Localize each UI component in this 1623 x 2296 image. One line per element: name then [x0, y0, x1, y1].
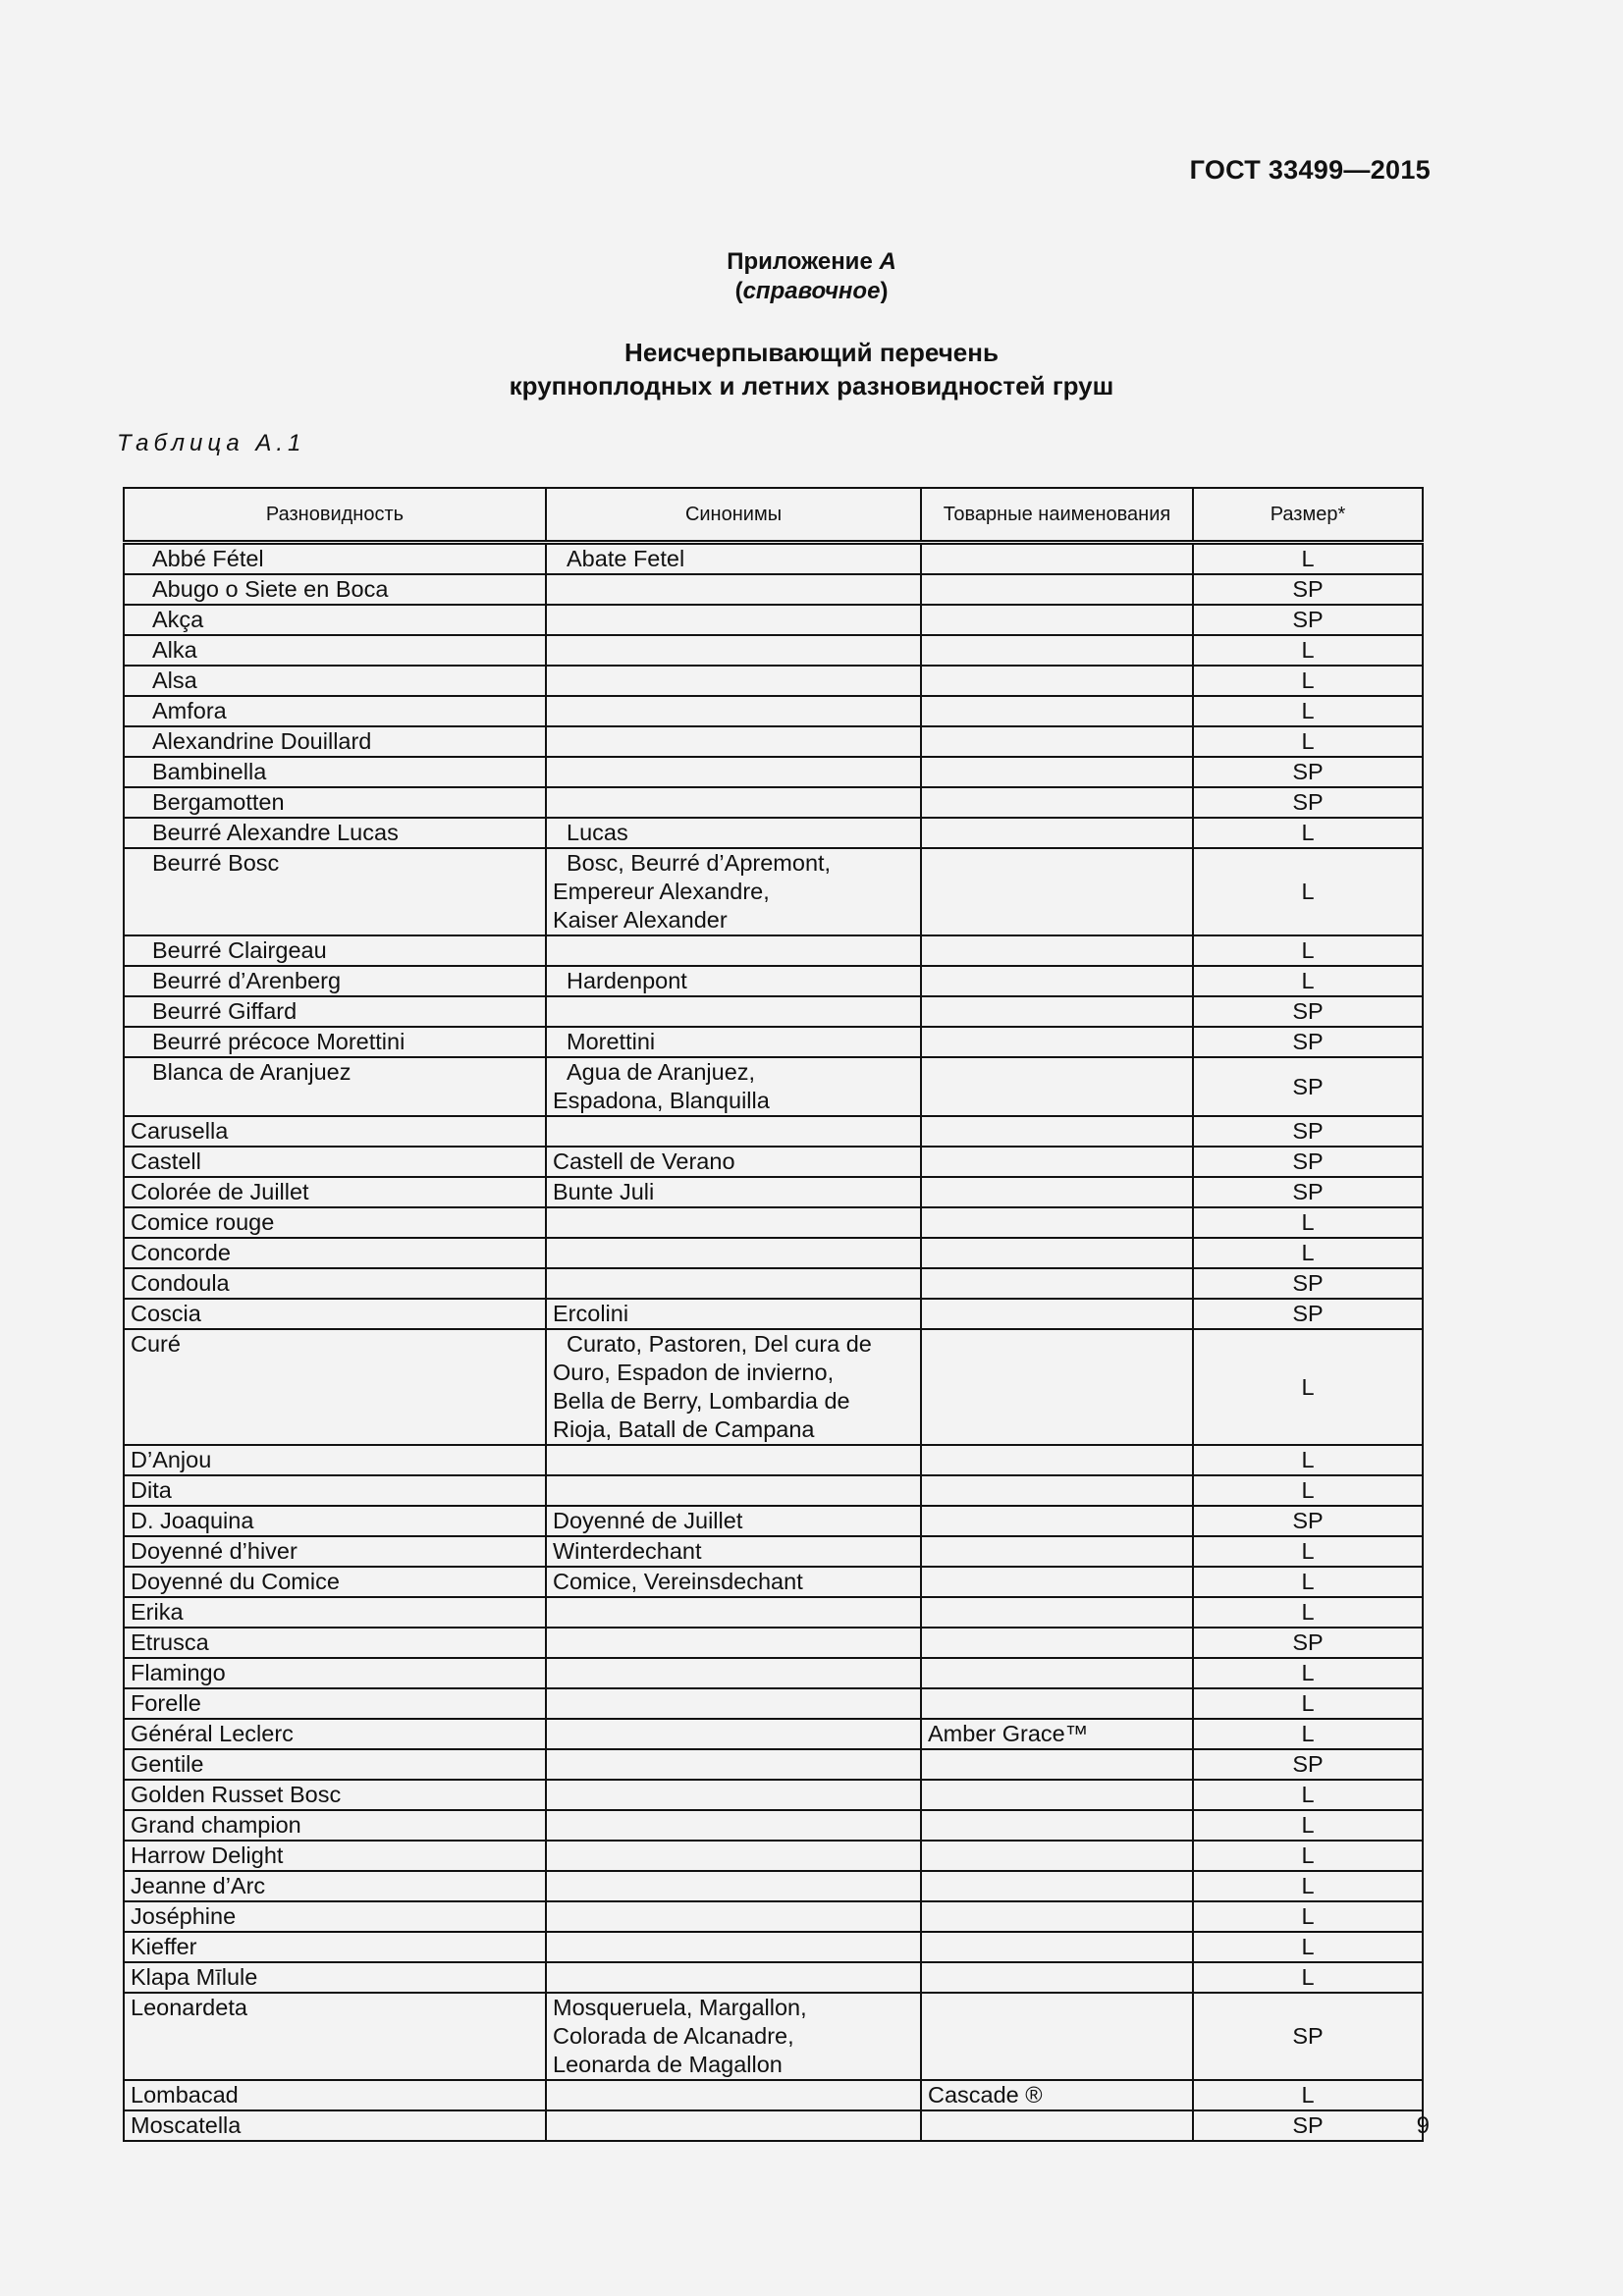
synonyms-cell: Bunte Juli — [546, 1177, 921, 1207]
variety-cell: Bergamotten — [124, 787, 546, 818]
size-cell: L — [1193, 1871, 1423, 1901]
table-row — [124, 1329, 1423, 1445]
size-cell: SP — [1193, 1299, 1423, 1329]
trade-name-cell — [921, 1475, 1193, 1506]
trade-name-cell — [921, 1057, 1193, 1116]
synonyms-cell — [546, 696, 921, 726]
appendix-letter: А — [879, 248, 896, 275]
size-cell: L — [1193, 818, 1423, 848]
size-cell: L — [1193, 1719, 1423, 1749]
table-row — [124, 1871, 1423, 1901]
trade-name-cell — [921, 1147, 1193, 1177]
size-cell: L — [1193, 1207, 1423, 1238]
table-row — [124, 935, 1423, 966]
table-body — [124, 543, 1423, 2142]
synonyms-cell — [546, 1628, 921, 1658]
trade-name-cell — [921, 574, 1193, 605]
table-label: Таблица А.1 — [117, 430, 306, 456]
variety-cell: Kieffer — [124, 1932, 546, 1962]
table-row — [124, 1597, 1423, 1628]
size-cell: SP — [1193, 1268, 1423, 1299]
synonyms-cell — [546, 1871, 921, 1901]
variety-cell: Jeanne d’Arc — [124, 1871, 546, 1901]
synonyms-cell: Hardenpont — [546, 966, 921, 996]
table-row — [124, 1177, 1423, 1207]
table-row — [124, 818, 1423, 848]
size-cell: L — [1193, 1841, 1423, 1871]
synonyms-cell — [546, 1445, 921, 1475]
size-cell: SP — [1193, 2110, 1423, 2141]
variety-cell: Forelle — [124, 1688, 546, 1719]
variety-cell: Leonardeta — [124, 1993, 546, 2080]
synonyms-cell — [546, 726, 921, 757]
synonyms-cell: Agua de Aranjuez, Espadona, Blanquilla — [546, 1057, 921, 1116]
size-cell: L — [1193, 1901, 1423, 1932]
trade-name-cell — [921, 666, 1193, 696]
trade-name-cell — [921, 1207, 1193, 1238]
variety-cell: Etrusca — [124, 1628, 546, 1658]
variety-cell: Alka — [124, 635, 546, 666]
synonyms-cell — [546, 1719, 921, 1749]
synonyms-cell — [546, 1841, 921, 1871]
header-size: Размер* — [1193, 488, 1423, 543]
table-row — [124, 1932, 1423, 1962]
synonyms-cell — [546, 1749, 921, 1780]
appendix-status-close: ) — [880, 278, 889, 304]
synonyms-cell — [546, 1810, 921, 1841]
trade-name-cell — [921, 1027, 1193, 1057]
synonyms-cell: Castell de Verano — [546, 1147, 921, 1177]
variety-cell: Golden Russet Bosc — [124, 1780, 546, 1810]
variety-cell: Beurré Giffard — [124, 996, 546, 1027]
size-cell: L — [1193, 696, 1423, 726]
variety-cell: Alsa — [124, 666, 546, 696]
table-row — [124, 2080, 1423, 2110]
trade-name-cell — [921, 1628, 1193, 1658]
synonyms-cell — [546, 1658, 921, 1688]
synonyms-cell — [546, 935, 921, 966]
trade-name-cell — [921, 1658, 1193, 1688]
trade-name-cell — [921, 1780, 1193, 1810]
table-row — [124, 543, 1423, 575]
synonyms-cell: Mosqueruela, Margallon, Colorada de Alcanadre, Leonarda de Magallon — [546, 1993, 921, 2080]
size-cell: L — [1193, 726, 1423, 757]
variety-cell: Colorée de Juillet — [124, 1177, 546, 1207]
trade-name-cell — [921, 1445, 1193, 1475]
variety-cell: Klapa Mīlule — [124, 1962, 546, 1993]
synonyms-cell — [546, 666, 921, 696]
synonyms-cell: Winterdechant — [546, 1536, 921, 1567]
variety-cell: Akça — [124, 605, 546, 635]
synonyms-cell — [546, 1597, 921, 1628]
variety-cell: Beurré d’Arenberg — [124, 966, 546, 996]
table-row — [124, 1027, 1423, 1057]
synonyms-cell: Curato, Pastoren, Del cura de Ouro, Espadon de invierno, Bella de Berry, Lombardia de Rioja, Batall de Campana — [546, 1329, 921, 1445]
table-row — [124, 1057, 1423, 1116]
trade-name-cell — [921, 1962, 1193, 1993]
variety-cell: Moscatella — [124, 2110, 546, 2141]
table-row — [124, 757, 1423, 787]
table-row — [124, 1475, 1423, 1506]
header-variety: Разновидность — [124, 488, 546, 543]
trade-name-cell — [921, 818, 1193, 848]
list-title-line-1: Неисчерпывающий перечень — [624, 338, 999, 367]
synonyms-cell — [546, 787, 921, 818]
trade-name-cell — [921, 1810, 1193, 1841]
size-cell: L — [1193, 2080, 1423, 2110]
variety-cell: Condoula — [124, 1268, 546, 1299]
variety-cell: Blanca de Aranjuez — [124, 1057, 546, 1116]
table-row — [124, 666, 1423, 696]
trade-name-cell — [921, 635, 1193, 666]
trade-name-cell — [921, 1177, 1193, 1207]
list-title-line-2: крупноплодных и летних разновидностей груш — [509, 371, 1114, 400]
trade-name-cell — [921, 1238, 1193, 1268]
variety-cell: Abbé Fétel — [124, 543, 546, 575]
trade-name-cell: Cascade ® — [921, 2080, 1193, 2110]
table-row — [124, 1993, 1423, 2080]
variety-cell: Dita — [124, 1475, 546, 1506]
trade-name-cell — [921, 757, 1193, 787]
size-cell: SP — [1193, 1027, 1423, 1057]
size-cell: L — [1193, 1238, 1423, 1268]
variety-cell: Beurré Alexandre Lucas — [124, 818, 546, 848]
size-cell: L — [1193, 1810, 1423, 1841]
table-row — [124, 1841, 1423, 1871]
synonyms-cell — [546, 1962, 921, 1993]
variety-cell: Flamingo — [124, 1658, 546, 1688]
table-row — [124, 1147, 1423, 1177]
synonyms-cell: Doyenné de Juillet — [546, 1506, 921, 1536]
table-row — [124, 1268, 1423, 1299]
table-row — [124, 1688, 1423, 1719]
table-row — [124, 1719, 1423, 1749]
table-row — [124, 996, 1423, 1027]
size-cell: L — [1193, 1658, 1423, 1688]
synonyms-cell: Lucas — [546, 818, 921, 848]
trade-name-cell — [921, 2110, 1193, 2141]
document-code: ГОСТ 33499—2015 — [1189, 155, 1431, 185]
trade-name-cell — [921, 1268, 1193, 1299]
trade-name-cell — [921, 1932, 1193, 1962]
size-cell: L — [1193, 935, 1423, 966]
list-title — [0, 336, 1623, 402]
table-row — [124, 1749, 1423, 1780]
table-row — [124, 1901, 1423, 1932]
variety-cell: Beurré Clairgeau — [124, 935, 546, 966]
variety-cell: Erika — [124, 1597, 546, 1628]
table-row — [124, 726, 1423, 757]
variety-cell: D’Anjou — [124, 1445, 546, 1475]
appendix-status: справочное — [742, 278, 881, 304]
size-cell: SP — [1193, 1177, 1423, 1207]
variety-cell: Général Leclerc — [124, 1719, 546, 1749]
synonyms-cell: Comice, Vereinsdechant — [546, 1567, 921, 1597]
size-cell: L — [1193, 1780, 1423, 1810]
trade-name-cell — [921, 1116, 1193, 1147]
variety-cell: Lombacad — [124, 2080, 546, 2110]
synonyms-cell: Abate Fetel — [546, 543, 921, 575]
variety-cell: Amfora — [124, 696, 546, 726]
synonyms-cell — [546, 1238, 921, 1268]
size-cell: L — [1193, 543, 1423, 575]
table-row — [124, 1628, 1423, 1658]
table-row — [124, 966, 1423, 996]
variety-cell: Alexandrine Douillard — [124, 726, 546, 757]
trade-name-cell — [921, 605, 1193, 635]
page-number: 9 — [1416, 2112, 1430, 2139]
synonyms-cell — [546, 574, 921, 605]
variety-cell: Castell — [124, 1147, 546, 1177]
synonyms-cell — [546, 757, 921, 787]
trade-name-cell — [921, 1567, 1193, 1597]
table-row — [124, 1962, 1423, 1993]
trade-name-cell — [921, 1299, 1193, 1329]
table-row — [124, 1506, 1423, 1536]
variety-cell: Abugo o Siete en Boca — [124, 574, 546, 605]
trade-name-cell — [921, 1749, 1193, 1780]
variety-cell: Doyenné d’hiver — [124, 1536, 546, 1567]
appendix-prefix: Приложение — [727, 248, 880, 275]
trade-name-cell — [921, 935, 1193, 966]
size-cell: L — [1193, 1536, 1423, 1567]
size-cell: SP — [1193, 1147, 1423, 1177]
size-cell: SP — [1193, 1057, 1423, 1116]
table-row — [124, 1567, 1423, 1597]
synonyms-cell — [546, 996, 921, 1027]
size-cell: SP — [1193, 1749, 1423, 1780]
trade-name-cell — [921, 1901, 1193, 1932]
synonyms-cell — [546, 1780, 921, 1810]
size-cell: SP — [1193, 996, 1423, 1027]
header-trade-names: Товарные наименования — [921, 488, 1193, 543]
variety-cell: D. Joaquina — [124, 1506, 546, 1536]
table-row — [124, 1810, 1423, 1841]
variety-cell: Comice rouge — [124, 1207, 546, 1238]
size-cell: L — [1193, 1688, 1423, 1719]
synonyms-cell — [546, 635, 921, 666]
table-row — [124, 1116, 1423, 1147]
table-row — [124, 1536, 1423, 1567]
size-cell: L — [1193, 1567, 1423, 1597]
size-cell: L — [1193, 1475, 1423, 1506]
synonyms-cell — [546, 1688, 921, 1719]
table-row — [124, 635, 1423, 666]
table-row — [124, 696, 1423, 726]
size-cell: L — [1193, 1932, 1423, 1962]
table-row — [124, 574, 1423, 605]
synonyms-cell — [546, 1901, 921, 1932]
synonyms-cell — [546, 1116, 921, 1147]
trade-name-cell — [921, 1329, 1193, 1445]
size-cell: SP — [1193, 757, 1423, 787]
pear-varieties-table — [123, 487, 1424, 2142]
trade-name-cell — [921, 848, 1193, 935]
variety-cell: Harrow Delight — [124, 1841, 546, 1871]
synonyms-cell: Ercolini — [546, 1299, 921, 1329]
trade-name-cell — [921, 696, 1193, 726]
trade-name-cell — [921, 1841, 1193, 1871]
trade-name-cell — [921, 966, 1193, 996]
table-row — [124, 1445, 1423, 1475]
trade-name-cell — [921, 787, 1193, 818]
size-cell: SP — [1193, 1506, 1423, 1536]
size-cell: L — [1193, 1329, 1423, 1445]
trade-name-cell — [921, 1688, 1193, 1719]
size-cell: L — [1193, 1445, 1423, 1475]
variety-cell: Bambinella — [124, 757, 546, 787]
trade-name-cell — [921, 1597, 1193, 1628]
variety-cell: Concorde — [124, 1238, 546, 1268]
synonyms-cell — [546, 2080, 921, 2110]
trade-name-cell — [921, 1993, 1193, 2080]
trade-name-cell — [921, 996, 1193, 1027]
size-cell: SP — [1193, 605, 1423, 635]
variety-cell: Carusella — [124, 1116, 546, 1147]
size-cell: SP — [1193, 1628, 1423, 1658]
trade-name-cell — [921, 1506, 1193, 1536]
variety-cell: Doyenné du Comice — [124, 1567, 546, 1597]
synonyms-cell — [546, 1475, 921, 1506]
size-cell: L — [1193, 848, 1423, 935]
table-header-row — [124, 488, 1423, 543]
trade-name-cell — [921, 1871, 1193, 1901]
size-cell: SP — [1193, 1116, 1423, 1147]
size-cell: SP — [1193, 787, 1423, 818]
size-cell: L — [1193, 1962, 1423, 1993]
synonyms-cell — [546, 2110, 921, 2141]
table-row — [124, 787, 1423, 818]
variety-cell: Beurré précoce Morettini — [124, 1027, 546, 1057]
size-cell: L — [1193, 1597, 1423, 1628]
size-cell: L — [1193, 966, 1423, 996]
variety-cell: Gentile — [124, 1749, 546, 1780]
variety-cell: Grand champion — [124, 1810, 546, 1841]
trade-name-cell — [921, 726, 1193, 757]
synonyms-cell — [546, 1932, 921, 1962]
table-row — [124, 1658, 1423, 1688]
size-cell: L — [1193, 635, 1423, 666]
table-row — [124, 1238, 1423, 1268]
appendix-status-open: ( — [734, 278, 743, 304]
synonyms-cell — [546, 605, 921, 635]
appendix-heading — [0, 247, 1623, 306]
variety-cell: Beurré Bosc — [124, 848, 546, 935]
synonyms-cell: Morettini — [546, 1027, 921, 1057]
size-cell: SP — [1193, 1993, 1423, 2080]
trade-name-cell — [921, 1536, 1193, 1567]
table-row — [124, 848, 1423, 935]
table-row — [124, 1207, 1423, 1238]
size-cell: L — [1193, 666, 1423, 696]
variety-cell: Coscia — [124, 1299, 546, 1329]
table-row — [124, 605, 1423, 635]
synonyms-cell — [546, 1207, 921, 1238]
trade-name-cell: Amber Grace™ — [921, 1719, 1193, 1749]
synonyms-cell: Bosc, Beurré d’Apremont, Empereur Alexandre, Kaiser Alexander — [546, 848, 921, 935]
table-row — [124, 1299, 1423, 1329]
table-row — [124, 2110, 1423, 2141]
header-synonyms: Синонимы — [546, 488, 921, 543]
table-row — [124, 1780, 1423, 1810]
size-cell: SP — [1193, 574, 1423, 605]
trade-name-cell — [921, 543, 1193, 575]
synonyms-cell — [546, 1268, 921, 1299]
variety-cell: Curé — [124, 1329, 546, 1445]
variety-cell: Joséphine — [124, 1901, 546, 1932]
